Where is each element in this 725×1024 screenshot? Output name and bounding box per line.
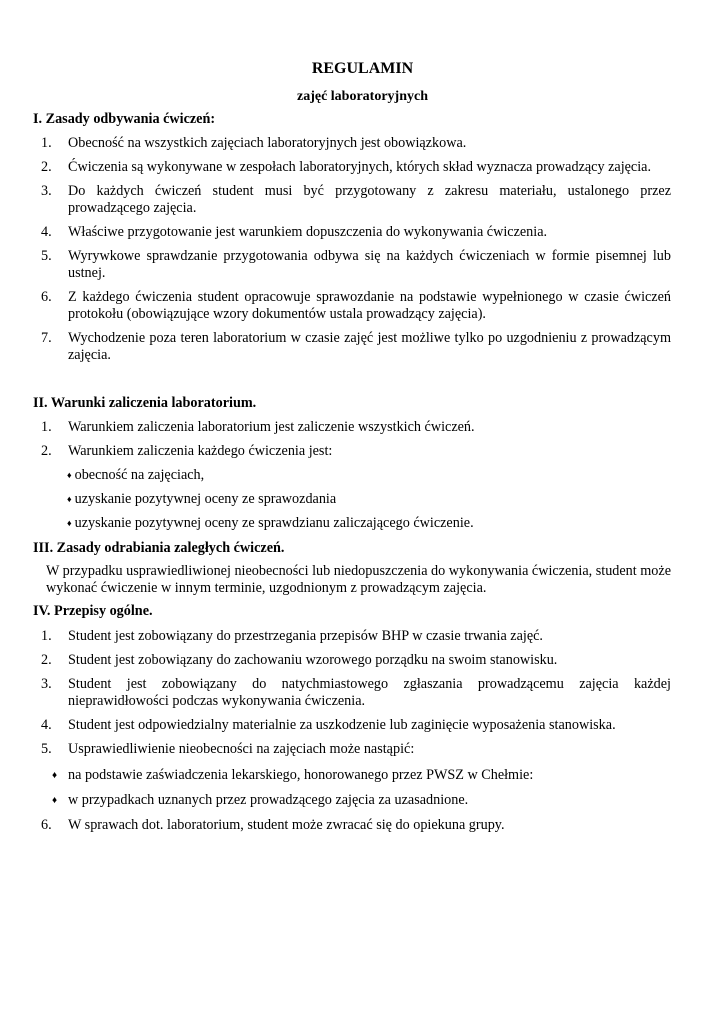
section-heading-2: II. Warunki zaliczenia laboratorium. [33, 395, 257, 411]
item-number: 3. [41, 183, 52, 199]
item-number: 3. [41, 676, 52, 692]
diamond-bullet-icon: ♦ [52, 795, 58, 806]
document-subtitle: zajęć laboratoryjnych [296, 89, 429, 104]
item-text: Właściwe przygotowanie jest warunkiem dopuszczenia do wykonywania ćwiczenia. [68, 224, 548, 240]
diamond-bullet-icon: ♦ [67, 470, 72, 480]
item-number: 6. [41, 289, 52, 305]
bullet-text: uzyskanie pozytywnej oceny ze sprawozdania [74, 491, 337, 507]
item-text: W sprawach dot. laboratorium, student może zwracać się do opiekuna grupy. [68, 817, 505, 833]
diamond-bullet-icon: ♦ [67, 518, 72, 528]
item-text: Student jest zobowiązany do przestrzegania przepisów BHP w czasie trwania zajęć. [68, 628, 543, 644]
bullet-item [67, 491, 336, 508]
item-text: Obecność na wszystkich zajęciach laboratoryjnych jest obowiązkowa. [68, 135, 467, 151]
bullet-text: obecność na zajęciach, [74, 467, 205, 483]
item-text: Student jest odpowiedzialny materialnie za uszkodzenie lub zaginięcie wyposażenia stanowiska. [68, 717, 616, 733]
document-title: REGULAMIN [311, 60, 414, 77]
section-heading-1: I. Zasady odbywania ćwiczeń: [33, 111, 216, 127]
bullet-text: na podstawie zaświadczenia lekarskiego, honorowanego przez PWSZ w Chełmie: [68, 767, 534, 783]
item-text: Warunkiem zaliczenia każdego ćwiczenia jest: [68, 443, 333, 459]
item-number: 7. [41, 330, 52, 346]
section-heading-3: III. Zasady odrabiania zaległych ćwiczeń. [33, 540, 285, 556]
item-text: Student jest zobowiązany do natychmiastowego zgłaszania prowadzącemu zajęcia każdej nieprawidłowości podczas wykonywania ćwiczenia. [68, 676, 671, 709]
diamond-bullet-icon: ♦ [52, 770, 58, 781]
bullet-text: uzyskanie pozytywnej oceny ze sprawdzianu zaliczającego ćwiczenie. [74, 515, 474, 531]
item-text: Z każdego ćwiczenia student opracowuje sprawozdanie na podstawie wypełnionego w czasie ćwiczeń protokołu (obowiązujące wzory dokumentów ustala prowadzący zajęcia). [68, 289, 671, 322]
bullet-text: w przypadkach uznanych przez prowadzącego zajęcia za uzasadnione. [68, 792, 469, 808]
item-number: 5. [41, 248, 52, 264]
section-heading-4: IV. Przepisy ogólne. [33, 603, 153, 619]
item-text: Do każdych ćwiczeń student musi być przygotowany z zakresu materiału, ustalonego przez prowadzącego zajęcia. [68, 183, 671, 216]
item-text: Warunkiem zaliczenia laboratorium jest zaliczenie wszystkich ćwiczeń. [68, 419, 475, 435]
item-number: 4. [41, 224, 52, 240]
item-text: Usprawiedliwienie nieobecności na zajęciach może nastąpić: [68, 741, 415, 757]
diamond-bullet-icon: ♦ [67, 494, 72, 504]
item-text: Ćwiczenia są wykonywane w zespołach laboratoryjnych, których skład wyznacza prowadzący zajęcia. [68, 159, 652, 175]
item-number: 5. [41, 741, 52, 757]
item-number: 2. [41, 652, 52, 668]
item-number: 2. [41, 159, 52, 175]
item-text: Wychodzenie poza teren laboratorium w czasie zajęć jest możliwe tylko po uzgodnieniu z prowadzącym zajęcia. [68, 330, 671, 363]
item-text: Wyrywkowe sprawdzanie przygotowania odbywa się na każdych ćwiczeniach w formie pisemnej lub ustnej. [68, 248, 671, 281]
item-number: 4. [41, 717, 52, 733]
item-text: Student jest zobowiązany do zachowaniu wzorowego porządku na swoim stanowisku. [68, 652, 558, 668]
bullet-item [67, 467, 204, 484]
item-number: 6. [41, 817, 52, 833]
item-number: 1. [41, 628, 52, 644]
item-number: 2. [41, 443, 52, 459]
section-paragraph: W przypadku usprawiedliwionej nieobecności lub niedopuszczenia do wykonywania ćwiczenia, student może wykonać ćwiczenie w innym terminie, uzgodnionym z prowadzącym zajęcia. [46, 563, 671, 596]
item-number: 1. [41, 419, 52, 435]
bullet-item [67, 515, 474, 532]
item-number: 1. [41, 135, 52, 151]
